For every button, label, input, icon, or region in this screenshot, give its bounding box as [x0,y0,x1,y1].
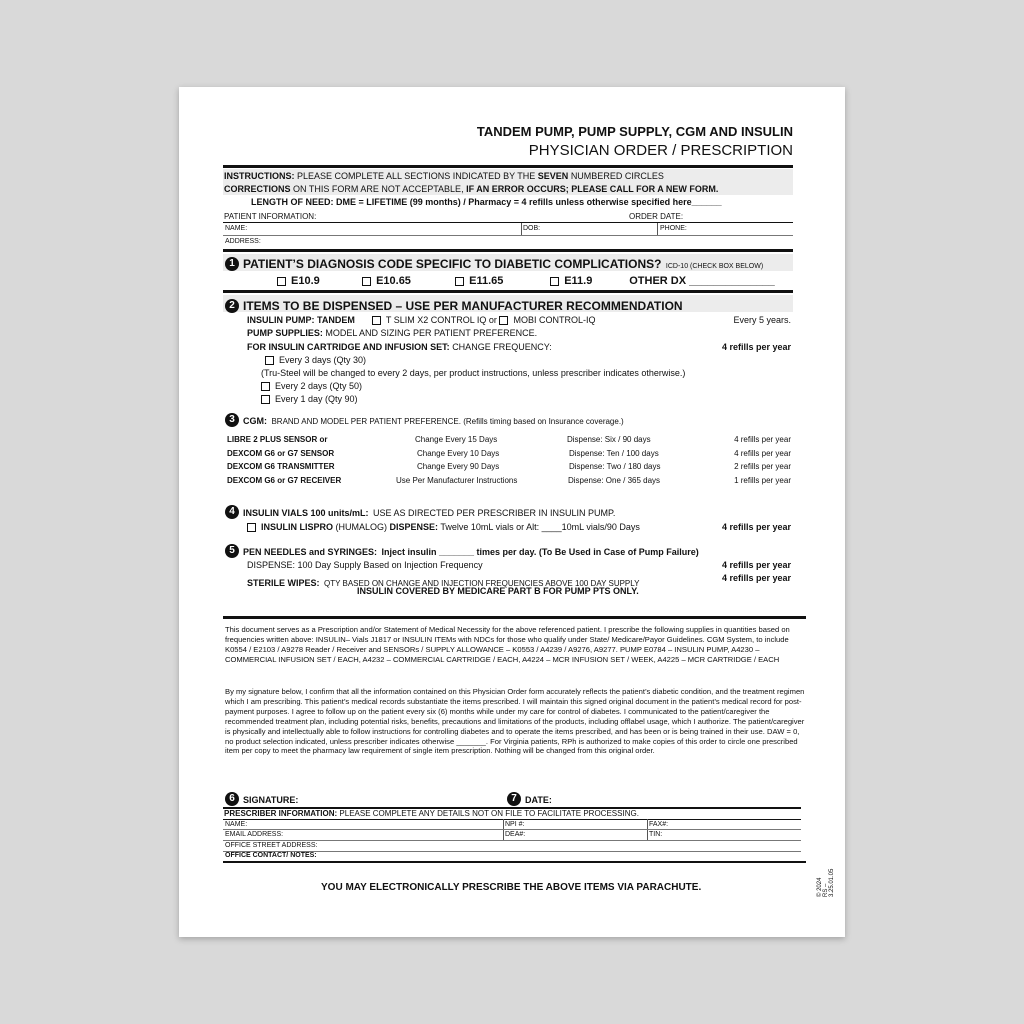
section-number-badge: 1 [225,257,239,271]
cgm-item: DEXCOM G6 or G7 SENSOR [227,449,335,458]
diagnosis-option[interactable]: E11.65 [455,275,547,287]
section-number-badge: 5 [225,544,239,558]
date-field[interactable]: 7 DATE: [507,790,552,808]
medicare-note: INSULIN COVERED BY MEDICARE PART B FOR PUMP PTS ONLY. [357,586,639,596]
divider [223,235,793,236]
divider [223,819,801,820]
cgm-refills: 4 refills per year [734,435,791,444]
prescriber-dea-field[interactable]: DEA#: [505,831,526,838]
section2-heading: 2 ITEMS TO BE DISPENSED – USE PER MANUFACTURER RECOMMENDATION [225,297,683,315]
checkbox [362,277,371,286]
divider [223,616,806,619]
cgm-item: DEXCOM G6 or G7 RECEIVER [227,476,342,485]
signature-field[interactable]: 6 SIGNATURE: [225,790,298,808]
prescriber-npi-field[interactable]: NPI #: [505,821,525,828]
insulin-lispro-option[interactable]: INSULIN LISPRO (HUMALOG) DISPENSE: Twelve 10mL vials or Alt: ____10mL vials/90 Days [247,522,640,532]
divider [657,223,658,235]
checkbox [261,382,270,391]
cgm-refills: 1 refills per year [734,476,791,485]
checkbox [261,395,270,404]
form-title: TANDEM PUMP, PUMP SUPPLY, CGM AND INSULIN [476,124,793,139]
office-street-field[interactable]: OFFICE STREET ADDRESS: [225,842,318,849]
form-subtitle: PHYSICIAN ORDER / PRESCRIPTION [528,142,793,159]
divider [223,249,793,252]
diagnosis-option[interactable]: E11.9 [550,275,626,287]
patient-info-heading: PATIENT INFORMATION: [224,212,317,221]
section3-heading: 3 CGM: BRAND AND MODEL PER PATIENT PREFERENCE. (Refills timing based on Insurance coverage.) [225,411,624,429]
cgm-refills: 2 refills per year [734,462,791,471]
cgm-change: Use Per Manufacturer Instructions [396,476,518,485]
cartridge-refills: 4 refills per year [721,342,791,352]
cgm-item: DEXCOM G6 TRANSMITTER [227,462,335,471]
divider [223,861,806,863]
section4-heading: 4 INSULIN VIALS 100 units/mL: USE AS DIRECTED PER PRESCRIBER IN INSULIN PUMP. [225,503,615,521]
trusteel-note: (Tru-Steel will be changed to every 2 days, per product instructions, unless prescriber indicates otherwise.) [261,368,686,378]
section1-heading: 1 PATIENT’S DIAGNOSIS CODE SPECIFIC TO DIABETIC COMPLICATIONS? ICD-10 (CHECK BOX BELOW) [225,255,763,273]
cgm-change: Change Every 10 Days [417,449,500,458]
insulin-pump-line: INSULIN PUMP: TANDEM T SLIM X2 CONTROL IQ or MOBI CONTROL-IQ [247,315,596,325]
pen-needle-refills: 4 refills per year [721,560,791,570]
section-number-badge: 3 [225,413,239,427]
diagnosis-option[interactable]: E10.65 [362,275,452,287]
checkbox [455,277,464,286]
every-2-days-option[interactable]: Every 2 days (Qty 50) [261,381,362,391]
cgm-dispense: Dispense: Two / 180 days [569,462,661,471]
cgm-dispense: Dispense: Ten / 100 days [569,449,659,458]
divider [223,222,793,223]
physician-attestation: By my signature below, I confirm that all the information contained on this Physician Order form accurately reflects the patient’s diabetic condition, and the treatment regimen which I am prescribing. This patient’s medical records substantiate the items prescribed. I will maintain this signed original document in the patient’s medical record for post-payment purposes. I agree to follow up on the patient every six (6) months while under my care for control of diabetes. I communicated to the patient/caregiver the recommended treatment plan, including potential risks, benefits, precautions and limitations of the products, including offlabel usage, which I authorize. The patient/caregiver is physically and intellectually able to follow instructions for controlling diabetes and to operate the items prescribed, and has been or is being trained in their use. DAW = 0, no product selection indicated, unless prescriber indicates otherwise _______. For Virginia patients, RPh is authorized to make copies of this order to circle one prescribed item per copy to meet the pharmacy law requirement of single item prescription. Nothing will be changed from this original order. [225,687,805,756]
office-contact-field[interactable]: OFFICE CONTACT/ NOTES: [225,852,317,859]
footer-note: YOU MAY ELECTRONICALLY PRESCRIBE THE ABOVE ITEMS VIA PARACHUTE. [321,882,702,893]
section-number-badge: 4 [225,505,239,519]
pen-needle-dispense: DISPENSE: 100 Day Supply Based on Injection Frequency [247,560,483,570]
cgm-dispense: Dispense: Six / 90 days [567,435,651,444]
form-version-code: © 2024 RS – 3.25.01.05 [817,868,835,897]
instructions-line2: CORRECTIONS ON THIS FORM ARE NOT ACCEPTABLE, IF AN ERROR OCCURS; PLEASE CALL FOR A NEW FORM. [224,184,719,194]
patient-dob-field[interactable]: DOB: [523,225,541,232]
cartridge-line: FOR INSULIN CARTRIDGE AND INFUSION SET: CHANGE FREQUENCY: [247,342,552,352]
sterile-wipes-refills: 4 refills per year [721,573,791,583]
section-number-badge: 6 [225,792,239,806]
sterile-wipes-line: STERILE WIPES: QTY BASED ON CHANGE AND INJECTION FREQUENCIES ABOVE 100 DAY SUPPLY [247,578,640,588]
divider [223,840,801,841]
checkbox [265,356,274,365]
prescriber-email-field[interactable]: EMAIL ADDRESS: [225,831,284,838]
length-of-need: LENGTH OF NEED: DME = LIFETIME (99 months) / Pharmacy = 4 refills unless otherwise specified here______ [251,197,722,207]
pump-option-mobi[interactable]: MOBI CONTROL-IQ [499,315,595,325]
divider [223,165,793,168]
pump-frequency: Every 5 years. [733,315,791,325]
section-number-badge: 2 [225,299,239,313]
cgm-change: Change Every 15 Days [415,435,498,444]
checkbox [277,277,286,286]
cgm-change: Change Every 90 Days [417,462,500,471]
prescriber-name-field[interactable]: NAME: [225,821,248,828]
other-dx-field[interactable]: OTHER DX ______________ [629,275,775,287]
every-3-days-option[interactable]: Every 3 days (Qty 30) [265,355,366,365]
section-number-badge: 7 [507,792,521,806]
cgm-item: LIBRE 2 PLUS SENSOR or [227,435,328,444]
instructions-line1: INSTRUCTIONS: PLEASE COMPLETE ALL SECTIONS INDICATED BY THE SEVEN NUMBERED CIRCLES [224,171,664,181]
prescriber-tin-field[interactable]: TIN: [649,831,663,838]
order-date-field[interactable]: ORDER DATE: [629,212,684,221]
divider [223,829,801,830]
every-1-day-option[interactable]: Every 1 day (Qty 90) [261,394,358,404]
pump-option-tslim[interactable]: T SLIM X2 CONTROL IQ [372,315,487,325]
divider [223,290,793,293]
pump-supplies-line: PUMP SUPPLIES: MODEL AND SIZING PER PATIENT PREFERENCE. [247,328,538,338]
medical-necessity-statement: This document serves as a Prescription and/or Statement of Medical Necessity for the above referenced patient. I prescribe the following supplies in quantities based on frequencies written above: INSULIN– Vials J1817 or INSULIN ITEMs with NDCs for those who qualify under State/ Medicare/Payor Guidelines. CGM System, to include K0554 / E2103 / A9278 Reader / Receiver and SENSORs / SUPPLY ALLOWANCE – K0553 / A4239 / A9276, A9277. PUMP E0784 – INSULIN PUMP, A4230 – COMMERCIAL INFUSION SET / EACH, A4232 – COMMERCIAL CARTRIDGE / EACH, A4224 – MCR INFUSION SET / WEEK, A4225 – MCR CARTRIDGE / EACH [225,625,790,664]
checkbox [550,277,559,286]
insulin-refills: 4 refills per year [721,522,791,532]
order-form-page [179,87,845,937]
prescriber-fax-field[interactable]: FAX#: [649,821,669,828]
diagnosis-codes [277,275,775,287]
section5-heading: 5 PEN NEEDLES and SYRINGES: Inject insulin _______ times per day. (To Be Used in Case of Pump Failure) [225,542,699,560]
diagnosis-option[interactable]: E10.9 [277,275,359,287]
patient-name-field[interactable]: NAME: [225,225,248,232]
cgm-refills: 4 refills per year [734,449,791,458]
divider [521,223,522,235]
prescriber-heading: PRESCRIBER INFORMATION: PLEASE COMPLETE ANY DETAILS NOT ON FILE TO FACILITATE PROCESSING. [224,809,639,818]
patient-phone-field[interactable]: PHONE: [660,225,687,232]
patient-address-field[interactable]: ADDRESS: [225,238,261,245]
cgm-dispense: Dispense: One / 365 days [568,476,661,485]
